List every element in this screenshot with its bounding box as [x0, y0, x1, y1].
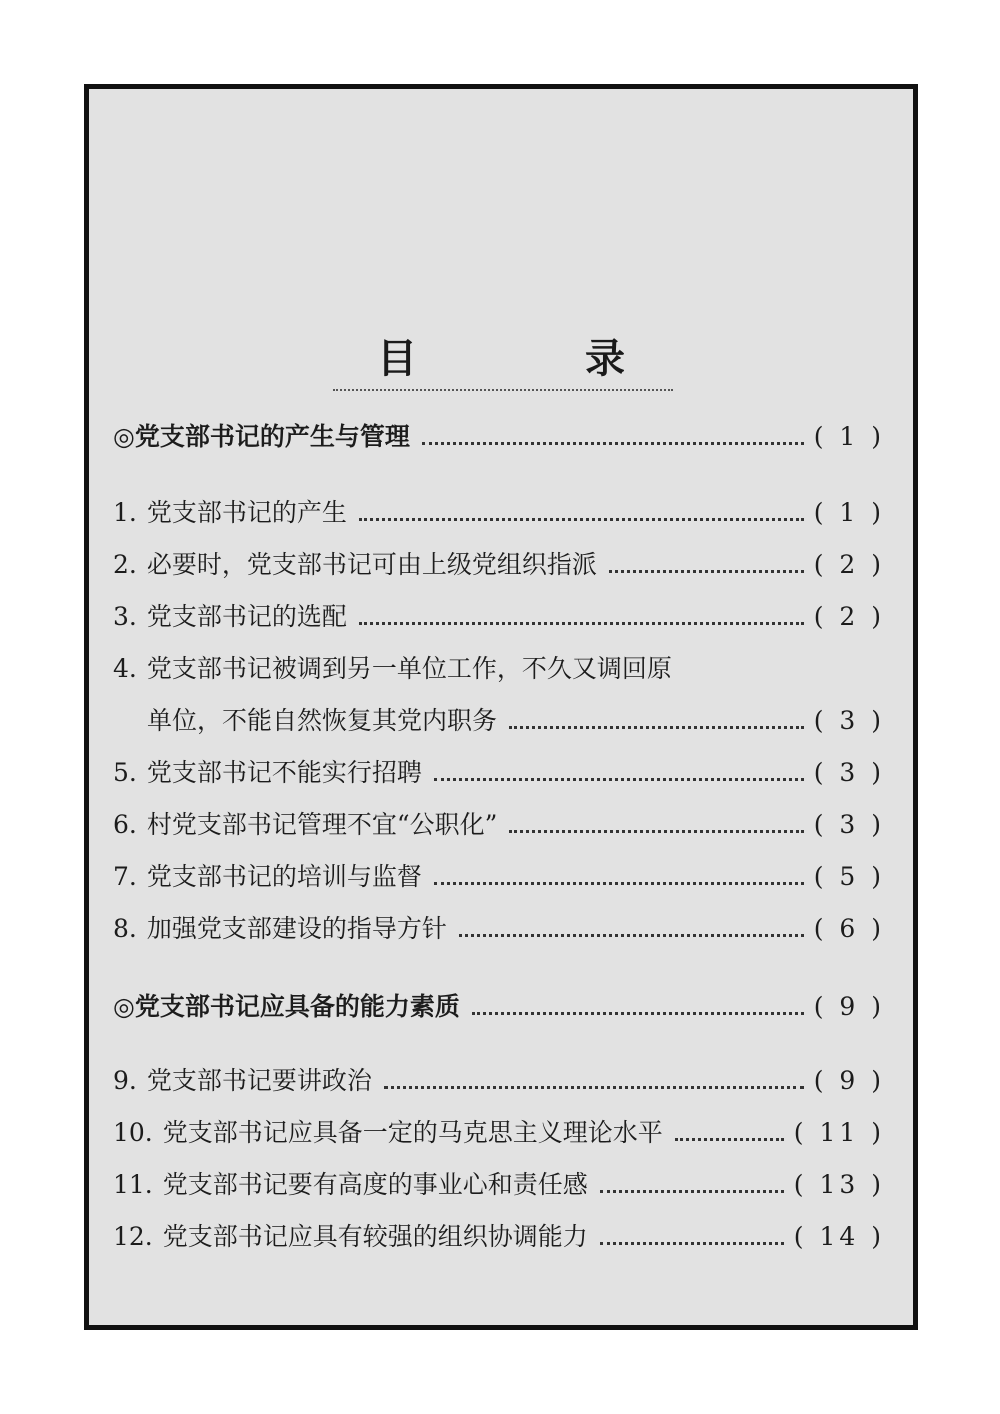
dot-leader	[600, 1241, 784, 1245]
toc-entry-number: 1.	[113, 498, 137, 527]
dot-leader	[509, 829, 803, 833]
toc-page-number: ( 5 )	[813, 862, 885, 891]
toc-page-number: ( 1 )	[813, 498, 885, 527]
toc-entry-text: 党支部书记的产生	[146, 498, 347, 527]
toc-page-number: ( 9 )	[813, 1066, 885, 1095]
toc-entry	[113, 545, 885, 585]
toc-entry	[113, 753, 885, 793]
toc-page-number: ( 11 )	[793, 1118, 885, 1147]
toc-entry-text: 党支部书记被调到另一单位工作，不久又调回原	[146, 654, 672, 683]
dot-leader	[359, 517, 804, 521]
toc-entry-text: 加强党支部建设的指导方针	[146, 914, 447, 943]
toc-entry-number: 8.	[113, 914, 137, 943]
toc-entry-text: 党支部书记应具有较强的组织协调能力	[162, 1222, 588, 1251]
toc-entry	[113, 805, 885, 845]
toc-entry	[113, 493, 885, 533]
toc-entry-number: 10.	[113, 1118, 153, 1147]
toc-page-number: ( 2 )	[813, 550, 885, 579]
toc-page-number: ( 14 )	[793, 1222, 885, 1251]
toc-entry-number: 9.	[113, 1066, 137, 1095]
dot-leader	[472, 1011, 804, 1015]
toc-page-number: ( 3 )	[813, 758, 885, 787]
toc-entry-text: 单位，不能自然恢复其党内职务	[147, 706, 498, 735]
dot-leader	[434, 777, 804, 781]
dot-leader	[459, 933, 804, 937]
toc-entry-text: ◎党支部书记的产生与管理	[113, 422, 410, 451]
toc-page-number: ( 3 )	[813, 706, 885, 735]
toc-entry-text: 党支部书记应具备一定的马克思主义理论水平	[162, 1118, 663, 1147]
toc-entry	[113, 909, 885, 949]
toc-entry-number: 12.	[113, 1222, 153, 1251]
toc-entry-number: 4.	[113, 654, 137, 683]
toc-entry-text: 村党支部书记管理不宜“公职化”	[146, 810, 498, 839]
toc-page-number: ( 13 )	[793, 1170, 885, 1199]
dot-leader	[675, 1137, 784, 1141]
toc-entry	[113, 1113, 885, 1153]
toc-entry	[113, 1061, 885, 1101]
toc-entry	[113, 1165, 885, 1205]
toc-section	[113, 987, 885, 1027]
toc-entry-number: 5.	[113, 758, 137, 787]
toc-entry-text: ◎党支部书记应具备的能力素质	[113, 992, 460, 1021]
toc-entry	[113, 649, 885, 689]
toc-entry-text: 党支部书记要讲政治	[146, 1066, 372, 1095]
dot-leader	[609, 569, 804, 573]
page-title: 目 录	[377, 336, 689, 382]
toc-page-number: ( 6 )	[813, 914, 885, 943]
toc-entry-text: 党支部书记不能实行招聘	[146, 758, 422, 787]
toc-entry-number: 2.	[113, 550, 137, 579]
dot-leader	[509, 725, 804, 729]
toc-entry-number: 6.	[113, 810, 137, 839]
book-page	[84, 84, 918, 1330]
toc-entry	[113, 597, 885, 637]
dot-leader	[359, 621, 804, 625]
dot-leader	[434, 881, 804, 885]
dot-leader	[384, 1085, 804, 1089]
toc-page-number: ( 9 )	[813, 992, 885, 1021]
toc-page-number: ( 1 )	[813, 422, 885, 451]
toc-entry-text: 党支部书记要有高度的事业心和责任感	[162, 1170, 588, 1199]
toc-entry-text: 必要时，党支部书记可由上级党组织指派	[146, 550, 597, 579]
toc-entry	[113, 1217, 885, 1257]
toc-entry-number: 7.	[113, 862, 137, 891]
title-divider	[333, 389, 673, 391]
toc-section	[113, 417, 885, 457]
toc-page-number: ( 3 )	[813, 810, 885, 839]
dot-leader	[422, 441, 804, 445]
toc-entry-number: 3.	[113, 602, 137, 631]
toc-entry-text: 党支部书记的培训与监督	[146, 862, 422, 891]
toc-page-number: ( 2 )	[813, 602, 885, 631]
toc-entry-continuation	[147, 701, 885, 741]
toc-entry	[113, 857, 885, 897]
dot-leader	[600, 1189, 784, 1193]
toc-entry-text: 党支部书记的选配	[146, 602, 347, 631]
toc-entry-number: 11.	[113, 1170, 153, 1199]
